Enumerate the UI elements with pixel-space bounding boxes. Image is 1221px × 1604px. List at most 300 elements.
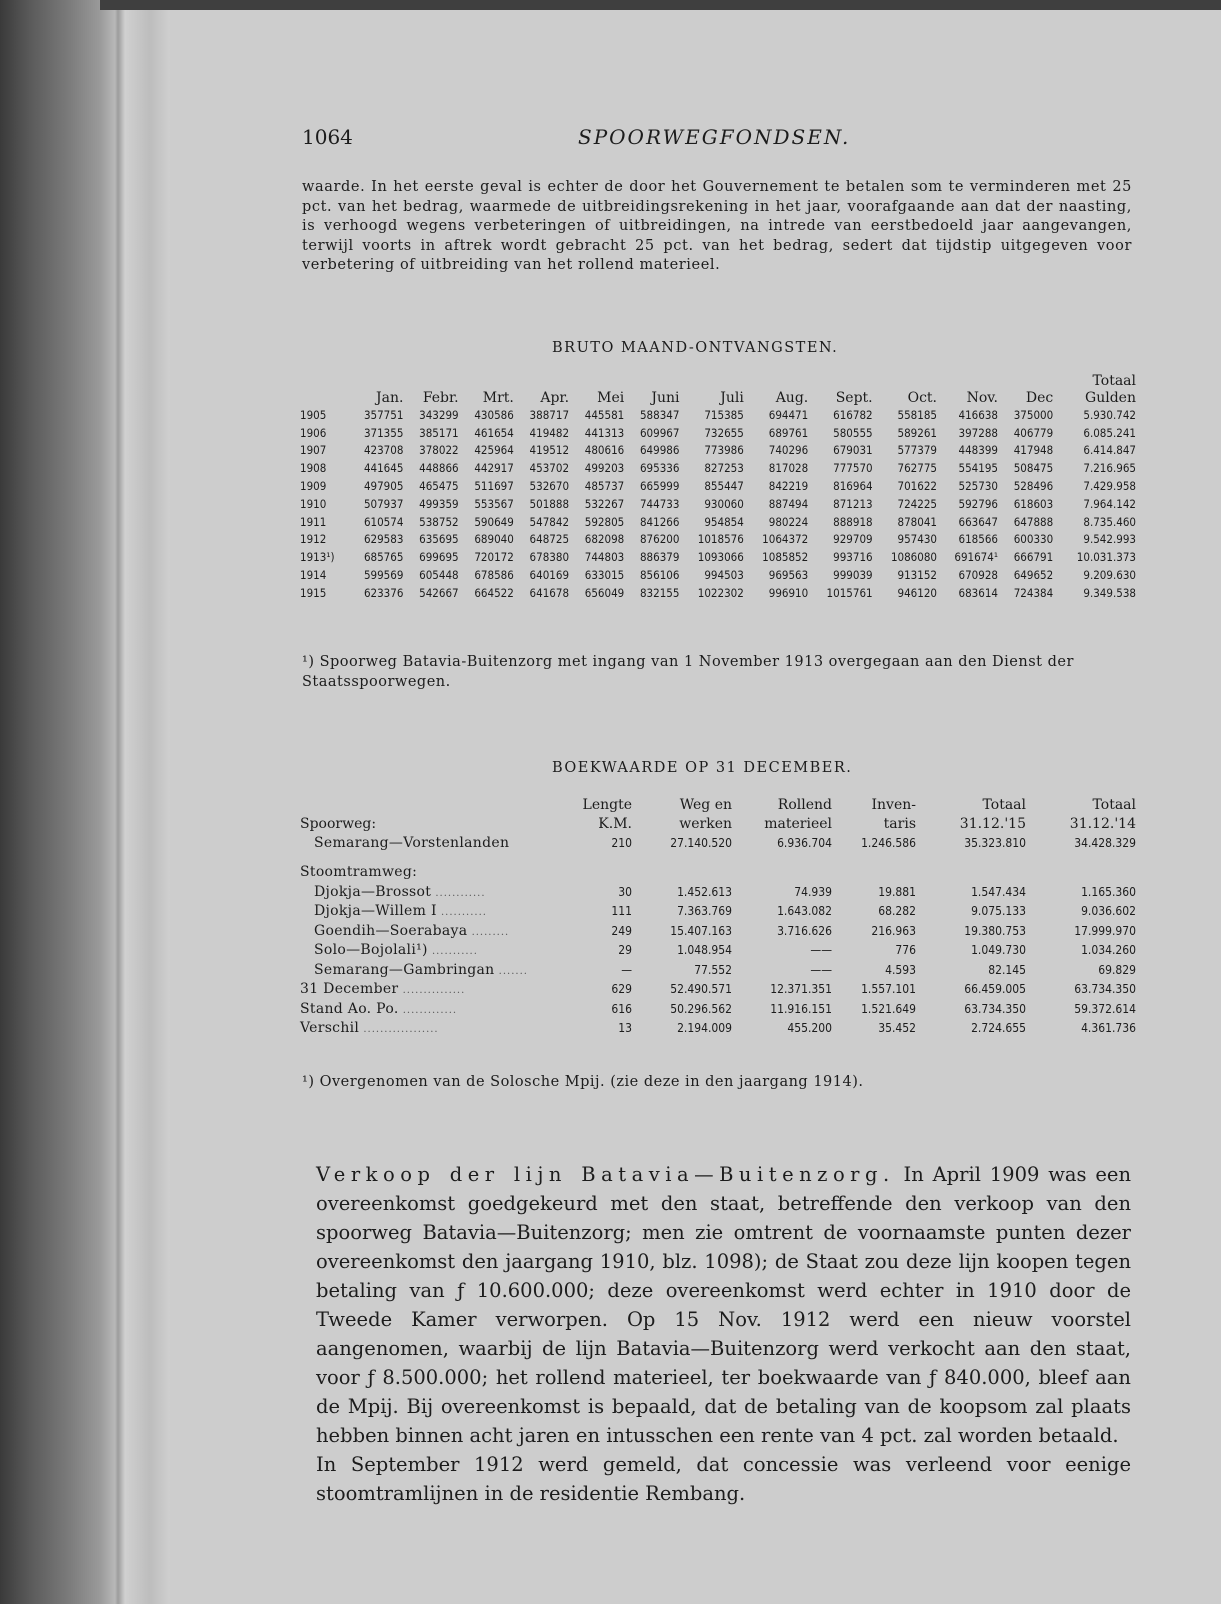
value-cell: 609967 <box>639 425 680 440</box>
value-cell: 773986 <box>704 443 744 458</box>
tram-section-label: Stoomtramweg: <box>300 864 418 881</box>
value-cell: 7.964.142 <box>1083 496 1136 511</box>
value-cell: 419512 <box>529 443 570 458</box>
value-cell: 547842 <box>529 514 570 529</box>
line-name: Verschil <box>300 1020 360 1037</box>
value-cell: 66.459.005 <box>964 982 1026 997</box>
value-cell: 1.547.434 <box>971 884 1026 899</box>
value-cell: 50.296.562 <box>670 1001 732 1016</box>
value-cell: 508475 <box>1013 461 1054 476</box>
leader-dots: .................. <box>359 1024 439 1036</box>
value-cell: 832155 <box>639 585 680 600</box>
table-row <box>300 513 1136 531</box>
value-cell: 2.724.655 <box>971 1021 1026 1036</box>
value-cell: 1.643.082 <box>777 904 832 919</box>
value-cell: 448399 <box>958 443 998 458</box>
body-heading: Verkoop der lijn Batavia—Buitenzorg. <box>316 1163 895 1186</box>
value-cell: 930060 <box>704 496 744 511</box>
value-cell: 4.593 <box>885 962 916 977</box>
value-cell: 480616 <box>584 443 625 458</box>
value-cell: 678380 <box>529 550 570 565</box>
value-cell: 499203 <box>584 461 625 476</box>
monthly-revenue-table <box>300 372 1136 602</box>
book-binding <box>0 0 170 1604</box>
year-cell: 1906 <box>300 425 327 440</box>
leader-dots: ........... <box>427 946 478 958</box>
value-cell: 397288 <box>958 425 998 440</box>
value-cell: 9.209.630 <box>1083 568 1136 583</box>
value-cell: 666791 <box>1013 550 1054 565</box>
value-cell: 618603 <box>1013 496 1054 511</box>
value-cell: 532267 <box>584 496 625 511</box>
value-cell: 580555 <box>833 425 873 440</box>
value-cell: 445581 <box>584 407 625 422</box>
value-cell: 623376 <box>363 585 404 600</box>
value-cell: 15.407.163 <box>670 923 732 938</box>
boekwaarde-column-header: werken <box>679 815 732 832</box>
value-cell: 1022302 <box>697 585 744 600</box>
table-row <box>300 477 1136 495</box>
value-cell: 13 <box>618 1021 632 1036</box>
value-cell: 378022 <box>419 443 459 458</box>
line-name-cell <box>300 921 570 941</box>
table-row <box>300 566 1136 584</box>
value-cell: 969563 <box>768 568 809 583</box>
value-cell: 589261 <box>897 425 938 440</box>
value-cell: 887494 <box>768 496 809 511</box>
value-cell: 371355 <box>363 425 404 440</box>
boekwaarde-column-header: K.M. <box>598 815 632 832</box>
value-cell: 1085852 <box>762 550 809 565</box>
value-cell: 732655 <box>704 425 744 440</box>
value-cell: 461654 <box>474 425 514 440</box>
value-cell: 7.216.965 <box>1083 461 1136 476</box>
monthly-column-header: Sept. <box>835 389 873 406</box>
line-name-cell <box>300 960 570 980</box>
value-cell: 1.034.260 <box>1081 943 1136 958</box>
boekwaarde-column-header: materieel <box>764 815 832 832</box>
value-cell: 1093066 <box>697 550 744 565</box>
boekwaarde-header-row-1 <box>300 795 1136 814</box>
value-cell: 59.372.614 <box>1074 1001 1136 1016</box>
value-cell: 647888 <box>1013 514 1054 529</box>
value-cell: 689040 <box>474 532 514 547</box>
value-cell: 605448 <box>419 568 459 583</box>
monthly-column-header: Oct. <box>907 389 938 406</box>
value-cell: 406779 <box>1013 425 1054 440</box>
body-paragraph-2: In September 1912 werd gemeld, dat concessie was verleend voor eenige stoomtramlijnen in de residentie Rembang. <box>316 1453 1131 1505</box>
year-cell: 1913¹) <box>300 550 335 565</box>
value-cell: 19.380.753 <box>964 923 1026 938</box>
leader-dots: ............... <box>398 985 466 997</box>
value-cell: 441645 <box>363 461 404 476</box>
table-row <box>300 495 1136 513</box>
line-name: Goendih—Soerabaya <box>314 922 468 939</box>
value-cell: 1.521.649 <box>861 1001 916 1016</box>
value-cell: 11.916.151 <box>770 1001 832 1016</box>
value-cell: 715385 <box>704 407 744 422</box>
table-row <box>300 584 1136 602</box>
monthly-column-header: Nov. <box>966 389 998 406</box>
value-cell: 929709 <box>833 532 873 547</box>
value-cell: 35.452 <box>878 1021 916 1036</box>
table-row <box>300 882 1136 902</box>
value-cell: 629 <box>611 982 632 997</box>
boekwaarde-footnote: ¹) Overgenomen van de Solosche Mpij. (zie deze in den jaargang 1914). <box>302 1074 864 1090</box>
value-cell: 994503 <box>704 568 744 583</box>
value-cell: 816964 <box>833 479 873 494</box>
leader-dots: ............ <box>431 887 486 899</box>
value-cell: 649652 <box>1013 568 1054 583</box>
value-cell: 34.428.329 <box>1074 835 1136 850</box>
value-cell: 5.930.742 <box>1083 407 1136 422</box>
table-row <box>300 459 1136 477</box>
leader-dots: ......... <box>467 926 510 938</box>
value-cell: — <box>621 962 632 977</box>
value-cell: 678586 <box>474 568 514 583</box>
value-cell: 441313 <box>584 425 625 440</box>
table-row <box>300 902 1136 922</box>
value-cell: 388717 <box>529 407 570 422</box>
table-row <box>300 1019 1136 1039</box>
value-cell: 999039 <box>833 568 873 583</box>
monthly-column-header: Aug. <box>775 389 809 406</box>
value-cell: 1.049.730 <box>971 943 1026 958</box>
value-cell: 357751 <box>363 407 404 422</box>
value-cell: 842219 <box>768 479 809 494</box>
value-cell: 6.936.704 <box>777 835 832 850</box>
year-cell: 1914 <box>300 568 327 583</box>
year-cell: 1915 <box>300 585 327 600</box>
line-name: Semarang—Gambringan <box>314 961 495 978</box>
value-cell: 946120 <box>897 585 938 600</box>
value-cell: 1064372 <box>762 532 809 547</box>
value-cell: 685765 <box>363 550 404 565</box>
boekwaarde-column-header: Totaal <box>982 796 1026 813</box>
value-cell: 63.734.350 <box>964 1001 1026 1016</box>
boekwaarde-section-title: BOEKWAARDE OP 31 DECEMBER. <box>552 760 853 776</box>
monthly-column-header: Juni <box>651 389 680 406</box>
value-cell: 210 <box>611 835 632 850</box>
year-cell: 1908 <box>300 461 327 476</box>
line-name: Stand Ao. Po. <box>300 1000 399 1017</box>
body-text <box>316 1160 1131 1508</box>
value-cell: 649986 <box>639 443 680 458</box>
value-cell: 701622 <box>897 479 938 494</box>
value-cell: 694471 <box>768 407 809 422</box>
value-cell: 980224 <box>768 514 809 529</box>
value-cell: 3.716.626 <box>777 923 832 938</box>
value-cell: 343299 <box>419 407 459 422</box>
table-row <box>300 531 1136 549</box>
value-cell: 29 <box>618 943 632 958</box>
value-cell: 77.552 <box>694 962 732 977</box>
value-cell: 2.194.009 <box>677 1021 732 1036</box>
value-cell: 616782 <box>833 407 873 422</box>
boekwaarde-column-header: Rollend <box>777 796 832 813</box>
line-name: Solo—Bojolali¹) <box>314 942 428 959</box>
line-name-cell <box>300 980 570 1000</box>
table-row <box>300 548 1136 566</box>
value-cell: 63.734.350 <box>1074 982 1136 997</box>
section-label-row <box>300 863 1136 883</box>
value-cell: 10.031.373 <box>1076 550 1136 565</box>
value-cell: 744733 <box>639 496 680 511</box>
value-cell: 1.452.613 <box>677 884 732 899</box>
year-cell: 1910 <box>300 496 327 511</box>
table-row <box>300 833 1136 853</box>
boekwaarde-column-header: Weg en <box>679 796 732 813</box>
value-cell: 588347 <box>639 407 680 422</box>
value-cell: 695336 <box>639 461 680 476</box>
value-cell: 35.323.810 <box>964 835 1026 850</box>
value-cell: 876200 <box>639 532 680 547</box>
value-cell: 841266 <box>639 514 680 529</box>
value-cell: 577379 <box>897 443 938 458</box>
monthly-totaal-row <box>300 372 1136 389</box>
value-cell: 27.140.520 <box>670 835 732 850</box>
value-cell: 827253 <box>704 461 744 476</box>
line-name: Djokja—Brossot <box>314 883 432 900</box>
table-row <box>300 406 1136 424</box>
value-cell: 1015761 <box>826 585 873 600</box>
value-cell: 425964 <box>474 443 514 458</box>
line-name-cell <box>300 999 570 1019</box>
table-row <box>300 999 1136 1019</box>
value-cell: 610574 <box>363 514 404 529</box>
value-cell: 7.429.958 <box>1083 479 1136 494</box>
value-cell: 430586 <box>474 407 514 422</box>
value-cell: 68.282 <box>878 904 916 919</box>
monthly-column-header <box>300 389 348 406</box>
page-number: 1064 <box>302 125 353 149</box>
value-cell: 6.085.241 <box>1083 425 1136 440</box>
value-cell: 689761 <box>768 425 809 440</box>
value-cell: 74.939 <box>794 884 832 899</box>
year-cell: 1912 <box>300 532 327 547</box>
value-cell: 9.542.993 <box>1083 532 1136 547</box>
value-cell: 553567 <box>474 496 514 511</box>
value-cell: 993716 <box>833 550 873 565</box>
value-cell: 1.557.101 <box>861 982 916 997</box>
value-cell: 497905 <box>363 479 404 494</box>
value-cell: 954854 <box>704 514 744 529</box>
value-cell: 558185 <box>897 407 938 422</box>
value-cell: 1.165.360 <box>1081 884 1136 899</box>
year-cell: 1907 <box>300 443 327 458</box>
year-cell: 1909 <box>300 479 327 494</box>
year-cell: 1911 <box>300 514 327 529</box>
value-cell: 691674¹ <box>954 550 998 565</box>
value-cell: 682098 <box>584 532 625 547</box>
monthly-header-row <box>300 389 1136 406</box>
monthly-column-header: Febr. <box>422 389 459 406</box>
value-cell: 640169 <box>529 568 570 583</box>
spacer-row <box>300 853 1136 863</box>
value-cell: 30 <box>618 884 632 899</box>
value-cell: 699695 <box>419 550 459 565</box>
boekwaarde-column-header: 31.12.'14 <box>1069 815 1136 832</box>
value-cell: 538752 <box>419 514 459 529</box>
table-row <box>300 960 1136 980</box>
value-cell: 69.829 <box>1098 962 1136 977</box>
value-cell: 17.999.970 <box>1074 923 1136 938</box>
value-cell: 913152 <box>897 568 938 583</box>
spacer-cell <box>300 853 1136 863</box>
value-cell: 871213 <box>833 496 873 511</box>
value-cell: 525730 <box>958 479 998 494</box>
value-cell: 856106 <box>639 568 680 583</box>
value-cell: 996910 <box>768 585 809 600</box>
value-cell: 664522 <box>474 585 514 600</box>
table-row <box>300 442 1136 460</box>
value-cell: 385171 <box>419 425 459 440</box>
value-cell: 1018576 <box>697 532 744 547</box>
value-cell: 777570 <box>833 461 873 476</box>
value-cell: 720172 <box>474 550 514 565</box>
value-cell: 501888 <box>529 496 570 511</box>
page-top-edge <box>100 0 1221 10</box>
line-name: 31 December <box>300 981 399 998</box>
monthly-column-header: Dec <box>1025 389 1054 406</box>
value-cell: 542667 <box>419 585 459 600</box>
table-row <box>300 941 1136 961</box>
boekwaarde-column-header: Totaal <box>1092 796 1136 813</box>
value-cell: 656049 <box>584 585 625 600</box>
value-cell: 9.075.133 <box>971 904 1026 919</box>
leader-dots: ....... <box>494 965 528 977</box>
monthly-column-header: Gulden <box>1085 389 1136 406</box>
table-row <box>300 921 1136 941</box>
value-cell: —— <box>810 943 832 958</box>
value-cell: 453702 <box>529 461 570 476</box>
line-name-cell <box>300 1019 570 1039</box>
value-cell: 554195 <box>958 461 998 476</box>
body-paragraph-1: In April 1909 was een overeenkomst goedgekeurd met den staat, betreffende den verkoop van den spoorweg Batavia—Buitenzorg; men zie omtrent de voornaamste punten dezer overeenkomst den jaargang 1910, blz. 1098); de Staat zou deze lijn koopen tegen betaling van ƒ 10.600.000; deze overeenkomst werd echter in 1910 door de Tweede Kamer verworpen. Op 15 Nov. 1912 werd een nieuw voorstel aangenomen, waarbij de lijn Batavia—Buitenzorg werd verkocht aan den staat, voor ƒ 8.500.000; het rollend materieel, ter boekwaarde van ƒ 840.000, bleef aan de Mpij. Bij overeenkomst is bepaald, dat de betaling van de koopsom zal plaats hebben binnen acht jaren en intusschen een rente van 4 pct. zal worden betaald. <box>316 1163 1131 1447</box>
value-cell: 532670 <box>529 479 570 494</box>
value-cell: 511697 <box>474 479 514 494</box>
monthly-column-header: Mei <box>597 389 625 406</box>
value-cell: 1.048.954 <box>677 943 732 958</box>
value-cell: 528496 <box>1013 479 1054 494</box>
leader-dots: ............. <box>398 1004 458 1016</box>
value-cell: 762775 <box>897 461 938 476</box>
leader-dots: ........... <box>436 907 487 919</box>
table-row <box>300 980 1136 1000</box>
value-cell: 744803 <box>584 550 625 565</box>
value-cell: 776 <box>895 943 916 958</box>
line-name-cell <box>300 882 570 902</box>
boekwaarde-column-header <box>300 795 570 814</box>
value-cell: 52.490.571 <box>670 982 732 997</box>
value-cell: 6.414.847 <box>1083 443 1136 458</box>
boekwaarde-column-header: taris <box>883 815 916 832</box>
value-cell: 249 <box>611 923 632 938</box>
value-cell: 416638 <box>958 407 998 422</box>
boekwaarde-column-header: Spoorweg: <box>300 815 377 832</box>
value-cell: 600330 <box>1013 532 1054 547</box>
totaal-label: Totaal <box>1092 372 1136 389</box>
boekwaarde-column-header: Lengte <box>582 796 632 813</box>
value-cell: 7.363.769 <box>677 904 732 919</box>
value-cell: 485737 <box>584 479 625 494</box>
value-cell: 665999 <box>639 479 680 494</box>
line-name: Semarang—Vorstenlanden <box>314 834 510 851</box>
value-cell: 616 <box>611 1001 632 1016</box>
value-cell: 679031 <box>833 443 873 458</box>
monthly-column-header: Mrt. <box>482 389 514 406</box>
value-cell: 855447 <box>704 479 744 494</box>
value-cell: 417948 <box>1013 443 1054 458</box>
boekwaarde-column-header: Inven- <box>871 796 916 813</box>
value-cell: 592796 <box>958 496 998 511</box>
boekwaarde-header-row-2 <box>300 814 1136 833</box>
value-cell: 886379 <box>639 550 680 565</box>
value-cell: 724225 <box>897 496 938 511</box>
value-cell: 629583 <box>363 532 404 547</box>
value-cell: 683614 <box>958 585 998 600</box>
value-cell: 9.036.602 <box>1081 904 1136 919</box>
boekwaarde-column-header: 31.12.'15 <box>959 815 1026 832</box>
value-cell: 740296 <box>768 443 809 458</box>
value-cell: 888918 <box>833 514 873 529</box>
intro-paragraph: waarde. In het eerste geval is echter de door het Gouvernement te betalen som te verminderen met 25 pct. van het bedrag, waarmede de uitbreidingsrekening in het jaar, voorafgaande aan dat der naasting, is verhoogd wegens verbeteringen of uitbreidingen, na intrede van eerstbedoeld jaar aangevangen, terwijl voorts in aftrek wordt gebracht 25 pct. van het bedrag, sedert dat tijdstip uitgegeven voor verbetering of uitbreiding van het rollend materieel. <box>302 179 1132 273</box>
value-cell: 375000 <box>1013 407 1054 422</box>
value-cell: 423708 <box>363 443 404 458</box>
monthly-column-header: Apr. <box>540 389 570 406</box>
monthly-footnote: ¹) Spoorweg Batavia-Buitenzorg met ingang van 1 November 1913 overgegaan aan den Dienst der Staatsspoorwegen. <box>302 654 1074 690</box>
value-cell: 663647 <box>958 514 998 529</box>
monthly-column-header: Jan. <box>376 389 404 406</box>
value-cell: 618566 <box>958 532 998 547</box>
boekwaarde-table <box>300 795 1136 1038</box>
value-cell: 635695 <box>419 532 459 547</box>
line-name: Djokja—Willem I <box>314 903 437 920</box>
value-cell: 19.881 <box>878 884 916 899</box>
value-cell: 641678 <box>529 585 570 600</box>
value-cell: 8.735.460 <box>1083 514 1136 529</box>
value-cell: 448866 <box>419 461 459 476</box>
monthly-column-header: Juli <box>720 389 744 406</box>
value-cell: 442917 <box>474 461 514 476</box>
value-cell: 465475 <box>419 479 459 494</box>
value-cell: 670928 <box>958 568 998 583</box>
value-cell: 455.200 <box>787 1021 832 1036</box>
value-cell: 724384 <box>1013 585 1054 600</box>
value-cell: 499359 <box>419 496 459 511</box>
value-cell: 216.963 <box>871 923 916 938</box>
value-cell: 590649 <box>474 514 514 529</box>
running-title: SPOORWEGFONDSEN. <box>578 125 851 149</box>
value-cell: 817028 <box>768 461 809 476</box>
table-row <box>300 424 1136 442</box>
value-cell: 419482 <box>529 425 570 440</box>
value-cell: 648725 <box>529 532 570 547</box>
value-cell: 82.145 <box>988 962 1026 977</box>
value-cell: 599569 <box>363 568 404 583</box>
value-cell: 633015 <box>584 568 625 583</box>
value-cell: 111 <box>611 904 632 919</box>
line-name-cell <box>300 941 570 961</box>
value-cell: 12.371.351 <box>770 982 832 997</box>
value-cell: 4.361.736 <box>1081 1021 1136 1036</box>
value-cell: —— <box>810 962 832 977</box>
monthly-section-title: BRUTO MAAND-ONTVANGSTEN. <box>552 340 839 356</box>
value-cell: 592805 <box>584 514 625 529</box>
value-cell: 9.349.538 <box>1083 585 1136 600</box>
value-cell: 878041 <box>897 514 938 529</box>
line-name-cell <box>300 902 570 922</box>
